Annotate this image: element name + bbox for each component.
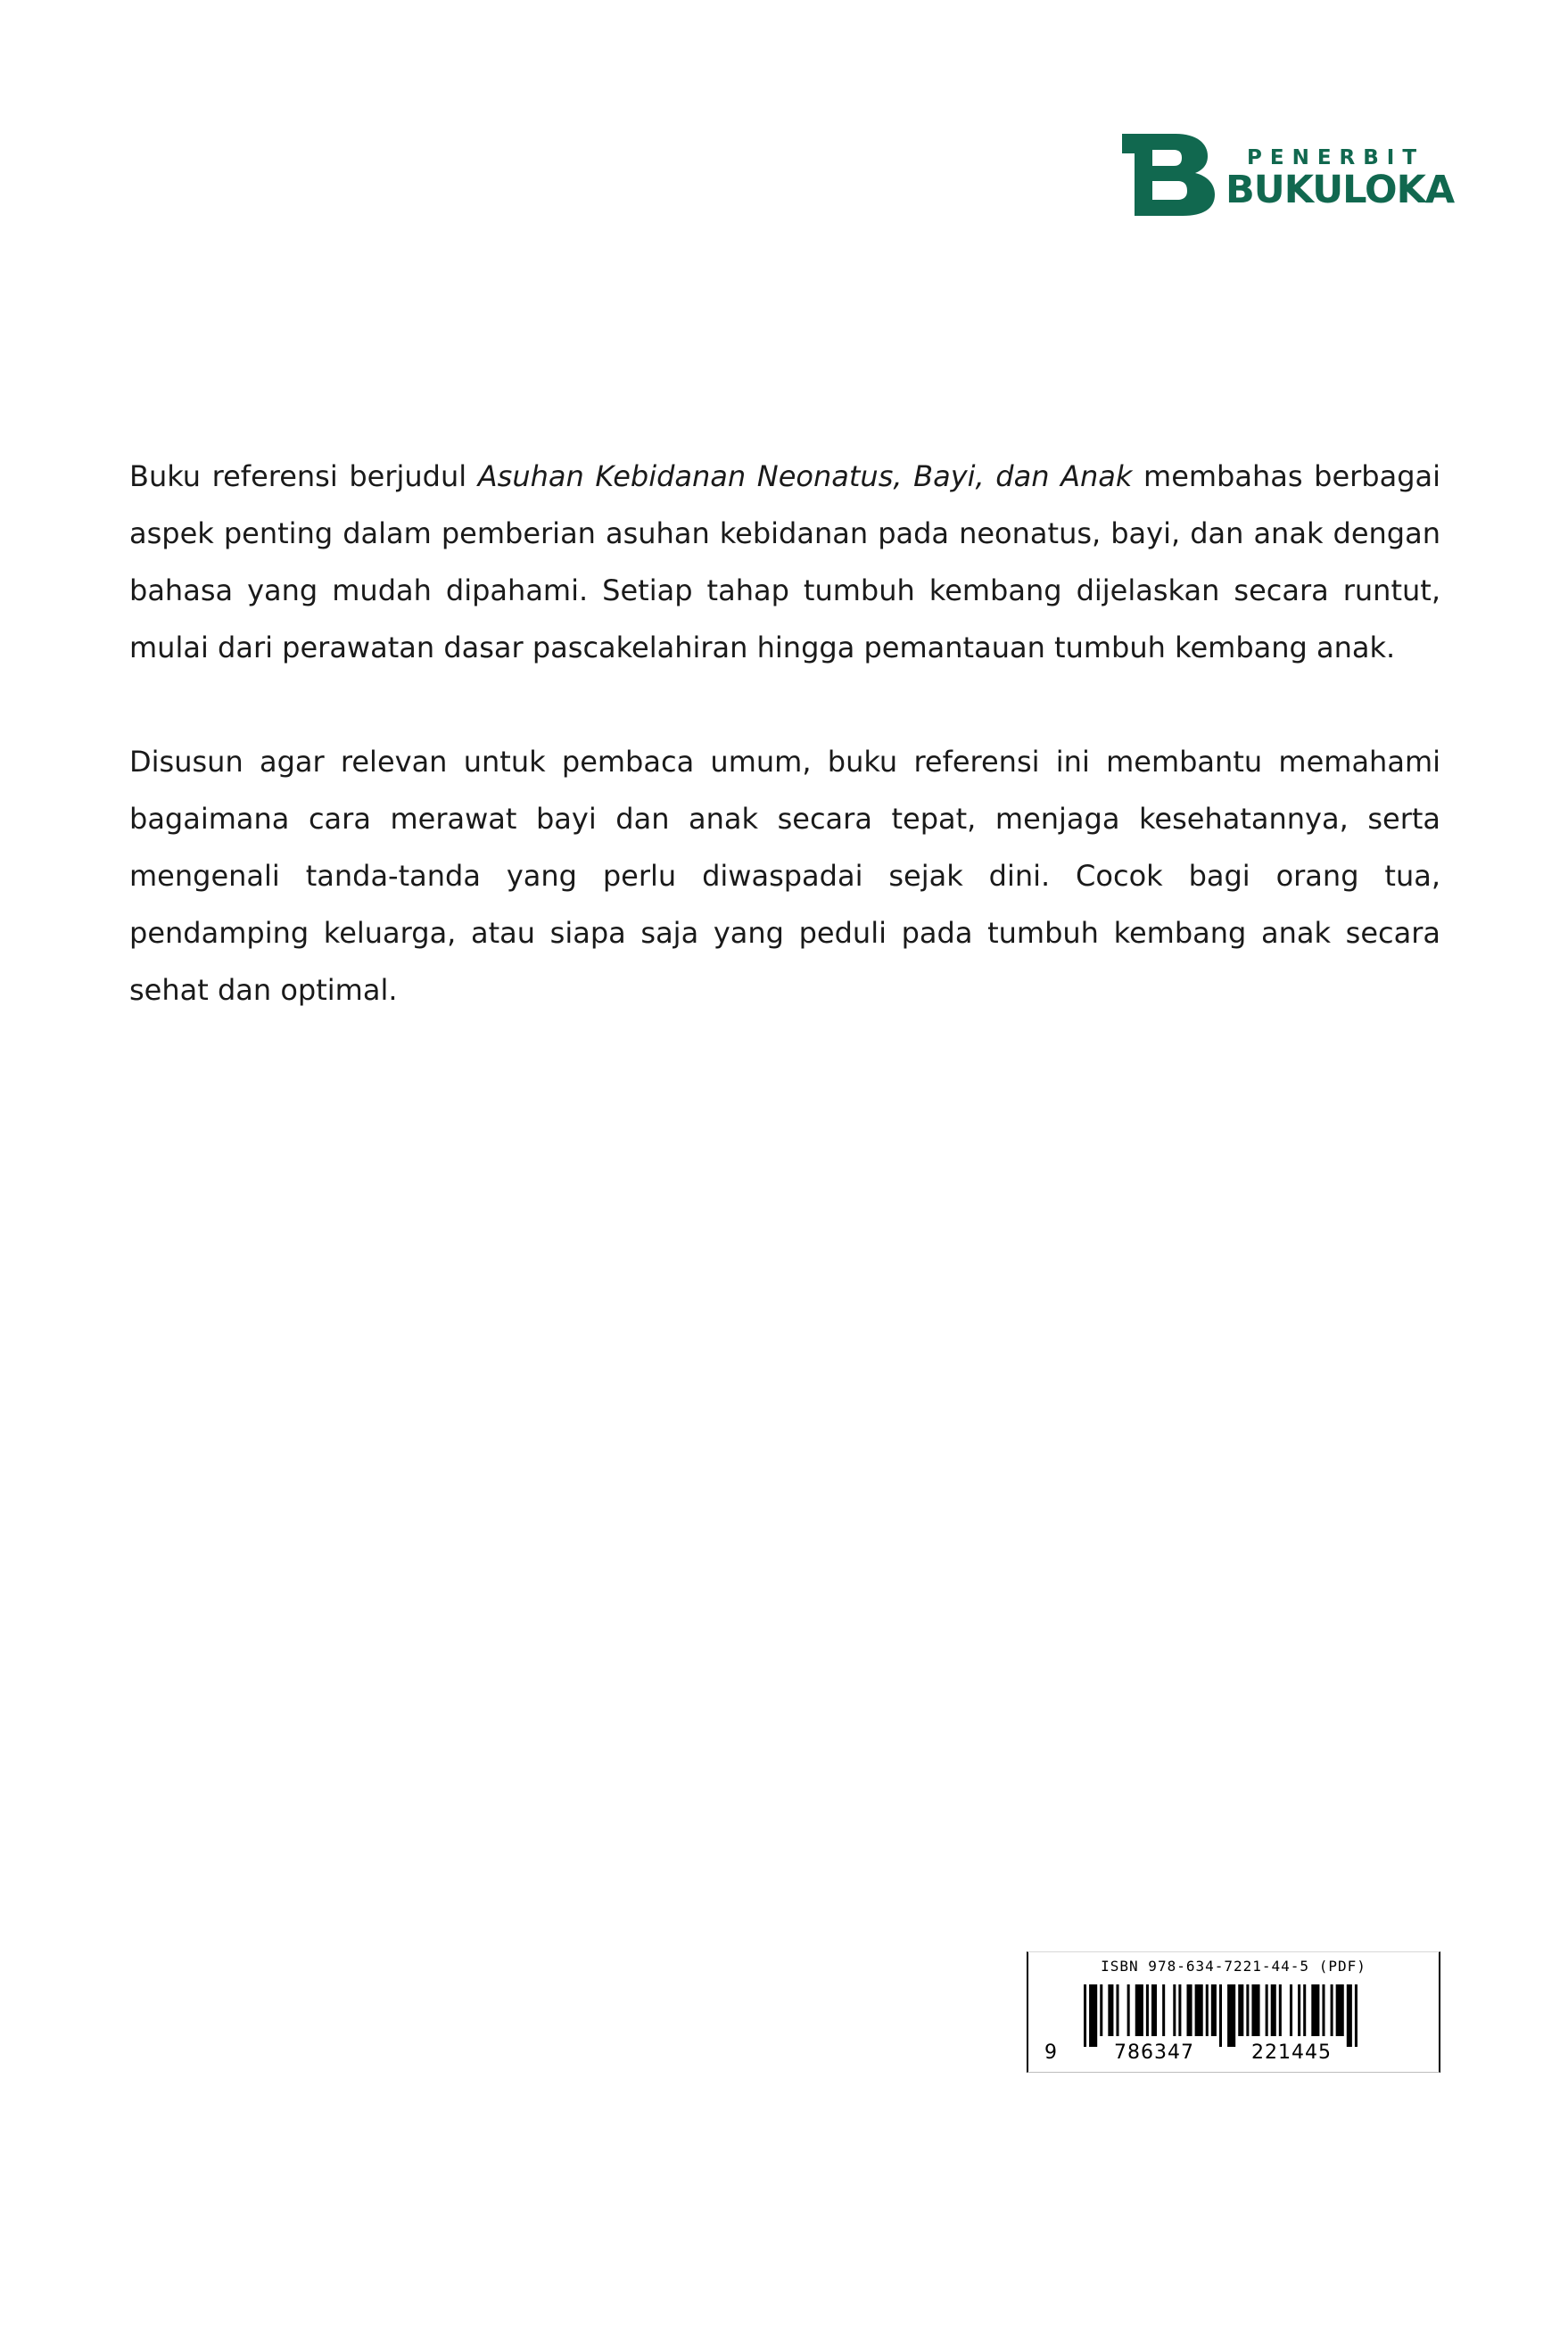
- barcode-digits-left: 786347: [1114, 2041, 1194, 2064]
- blurb-paragraph-1: [129, 448, 1440, 676]
- barcode-icon: [1084, 1984, 1360, 2047]
- barcode-digits-right: 221445: [1251, 2041, 1332, 2064]
- para1-body: membahas berbagai aspek penting dalam pemberian asuhan kebidanan pada neonatus, bayi, dan anak dengan bahasa yang mudah dipahami. Setiap tahap tumbuh kembang dijelaskan secara runtut, mulai dari perawatan dasar pascakelahiran hingga pemantauan tumbuh kembang anak.: [129, 459, 1441, 664]
- barcode-digit-lead: 9: [1044, 2041, 1058, 2064]
- isbn-label: ISBN 978-634-7221-44-5 (PDF): [1101, 1958, 1366, 1975]
- publisher-label-small: PENERBIT: [1247, 146, 1425, 169]
- para1-intro: Buku referensi berjudul: [129, 459, 478, 493]
- publisher-logo: [1122, 134, 1455, 216]
- blurb: [129, 448, 1440, 1019]
- book-title: Asuhan Kebidanan Neonatus, Bayi, dan Anak: [477, 459, 1133, 493]
- blurb-paragraph-2: Disusun agar relevan untuk pembaca umum, buku referensi ini membantu memahami bagaimana cara merawat bayi dan anak secara tepat, menjaga kesehatannya, serta mengenali tanda-tanda yang perlu diwaspadai sejak dini. Cocok bagi orang tua, pendamping keluarga, atau siapa saja yang peduli pada tumbuh kembang anak secara sehat dan optimal.: [129, 745, 1440, 1007]
- letter-b-logo-icon: [1122, 134, 1215, 216]
- publisher-label-big: BUKULOKA: [1226, 168, 1455, 212]
- isbn-barcode-box: [1027, 1951, 1440, 2073]
